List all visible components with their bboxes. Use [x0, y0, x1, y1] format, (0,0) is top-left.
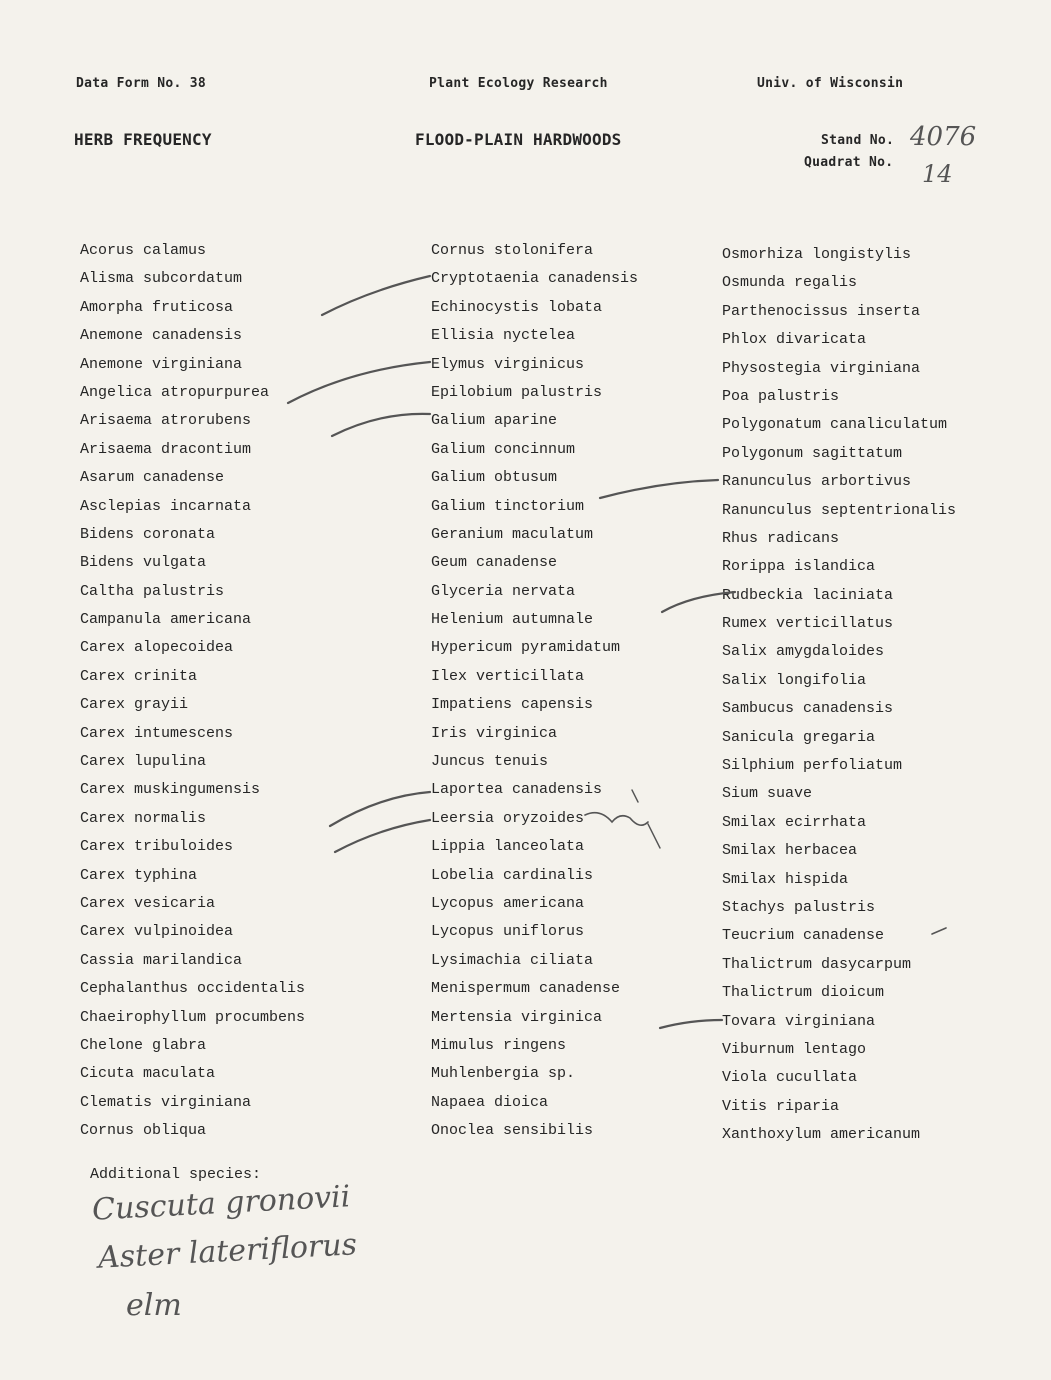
species-item: Carex tribuloides: [80, 838, 234, 856]
form-title: HERB FREQUENCY: [74, 130, 212, 149]
species-item: Lobelia cardinalis: [431, 866, 594, 884]
species-item: Echinocystis lobata: [431, 298, 603, 316]
handwritten-species-1: Cuscuta gronovii: [91, 1179, 352, 1228]
species-item: Viburnum lentago: [722, 1040, 867, 1058]
species-item: Stachys palustris: [722, 898, 876, 916]
quadrat-label: Quadrat No.: [804, 155, 894, 170]
pencil-mark: [332, 414, 430, 436]
species-column-3: [722, 241, 956, 1150]
pencil-mark: [648, 824, 660, 848]
species-item: Ranunculus septentrionalis: [722, 501, 957, 519]
species-item: Anemone virginiana: [80, 355, 243, 373]
species-item: Arisaema dracontium: [80, 440, 252, 458]
species-item: Galium aparine: [431, 412, 558, 430]
species-item: Phlox divaricata: [722, 331, 867, 349]
species-item: Cephalanthus occidentalis: [80, 980, 306, 998]
species-item: Epilobium palustris: [431, 383, 603, 401]
species-item: Cicuta maculata: [80, 1065, 216, 1083]
pencil-mark: [322, 276, 430, 315]
species-item: Juncus tenuis: [431, 753, 549, 771]
additional-species-label: Additional species:: [90, 1166, 262, 1183]
handwritten-species-3: elm: [126, 1288, 182, 1323]
species-item: Caltha palustris: [80, 582, 225, 600]
pencil-mark: [335, 820, 430, 852]
species-item: Rhus radicans: [722, 529, 840, 547]
species-item: Sium suave: [722, 785, 813, 803]
species-item: Angelica atropurpurea: [80, 383, 270, 401]
species-item: Napaea dioica: [431, 1093, 549, 1111]
species-item: Galium concinnum: [431, 440, 576, 458]
species-item: Carex grayii: [80, 696, 189, 714]
species-item: Smilax ecirrhata: [722, 813, 867, 831]
species-item: Mimulus ringens: [431, 1036, 567, 1054]
species-item: Polygonatum canaliculatum: [722, 416, 948, 434]
species-item: Vitis riparia: [722, 1097, 840, 1115]
species-item: Carex muskingumensis: [80, 781, 261, 799]
pencil-mark: [660, 1020, 722, 1028]
species-item: Cryptotaenia canadensis: [431, 270, 639, 288]
species-item: Smilax herbacea: [722, 842, 858, 860]
species-item: Laportea canadensis: [431, 781, 603, 799]
species-item: Osmunda regalis: [722, 274, 858, 292]
species-item: Bidens vulgata: [80, 554, 207, 572]
species-item: Carex intumescens: [80, 724, 234, 742]
species-item: Physostegia virginiana: [722, 359, 921, 377]
community-title: FLOOD-PLAIN HARDWOODS: [415, 130, 622, 149]
species-item: Carex vulpinoidea: [80, 923, 234, 941]
species-item: Cassia marilandica: [80, 951, 243, 969]
species-item: Silphium perfoliatum: [722, 757, 903, 775]
species-item: Carex typhina: [80, 866, 198, 884]
species-item: Lycopus uniflorus: [431, 923, 585, 941]
species-item: Geum canadense: [431, 554, 558, 572]
species-item: Viola cucullata: [722, 1069, 858, 1087]
species-item: Tovara virginiana: [722, 1012, 876, 1030]
species-item: Sambucus canadensis: [722, 700, 894, 718]
stand-label: Stand No.: [821, 133, 895, 148]
species-item: Leersia oryzoides: [431, 809, 585, 827]
species-item: Asarum canadense: [80, 469, 225, 487]
species-item: Xanthoxylum americanum: [722, 1126, 921, 1144]
species-item: Elymus virginicus: [431, 355, 585, 373]
species-item: Thalictrum dioicum: [722, 984, 885, 1002]
species-item: Helenium autumnale: [431, 611, 594, 629]
stand-value: 4076: [910, 122, 977, 152]
species-item: Rorippa islandica: [722, 558, 876, 576]
species-item: Rumex verticillatus: [722, 615, 894, 633]
species-item: Cornus stolonifera: [431, 242, 594, 259]
species-column-1: [80, 237, 305, 1146]
species-item: Impatiens capensis: [431, 696, 594, 714]
species-item: Cornus obliqua: [80, 1122, 207, 1140]
species-item: Glyceria nervata: [431, 582, 576, 600]
species-item: Chelone glabra: [80, 1036, 207, 1054]
species-item: Bidens coronata: [80, 525, 216, 543]
handwritten-species-2: Aster lateriflorus: [97, 1227, 358, 1276]
university-name: Univ. of Wisconsin: [757, 76, 904, 91]
research-title: Plant Ecology Research: [429, 76, 608, 91]
species-item: Carex crinita: [80, 667, 198, 685]
species-item: Asclepias incarnata: [80, 497, 252, 515]
species-item: Poa palustris: [722, 387, 840, 405]
species-item: Sanicula gregaria: [722, 728, 876, 746]
species-column-2: [431, 237, 638, 1146]
species-item: Iris virginica: [431, 724, 558, 742]
species-item: Lippia lanceolata: [431, 838, 585, 856]
species-item: Salix longifolia: [722, 671, 867, 689]
species-item: Carex vesicaria: [80, 894, 216, 912]
species-item: Parthenocissus inserta: [722, 302, 921, 320]
species-item: Thalictrum dasycarpum: [722, 955, 912, 973]
species-item: Alisma subcordatum: [80, 270, 243, 288]
species-item: Salix amygdaloides: [722, 643, 885, 661]
species-item: Rudbeckia laciniata: [722, 586, 894, 604]
species-item: Carex lupulina: [80, 753, 207, 771]
species-item: Ilex verticillata: [431, 667, 585, 685]
species-item: Amorpha fruticosa: [80, 298, 234, 316]
species-item: Campanula americana: [80, 611, 252, 629]
quadrat-value: 14: [922, 160, 953, 188]
species-item: Acorus calamus: [80, 242, 207, 259]
species-item: Smilax hispida: [722, 870, 849, 888]
species-item: Onoclea sensibilis: [431, 1122, 594, 1140]
species-item: Chaeirophyllum procumbens: [80, 1008, 306, 1026]
species-item: Osmorhiza longistylis: [722, 246, 912, 263]
species-item: Galium tinctorium: [431, 497, 585, 515]
species-item: Arisaema atrorubens: [80, 412, 252, 430]
species-item: Menispermum canadense: [431, 980, 621, 998]
species-item: Ranunculus arbortivus: [722, 473, 912, 491]
species-item: Polygonum sagittatum: [722, 444, 903, 462]
species-item: Galium obtusum: [431, 469, 558, 487]
species-item: Carex normalis: [80, 809, 207, 827]
species-item: Muhlenbergia sp.: [431, 1065, 576, 1083]
species-item: Geranium maculatum: [431, 525, 594, 543]
species-item: Anemone canadensis: [80, 327, 243, 345]
species-item: Clematis virginiana: [80, 1093, 252, 1111]
species-item: Mertensia virginica: [431, 1008, 603, 1026]
species-item: Ellisia nyctelea: [431, 327, 576, 345]
species-item: Carex alopecoidea: [80, 639, 234, 657]
pencil-mark: [330, 792, 430, 826]
species-item: Teucrium canadense: [722, 927, 885, 945]
species-item: Hypericum pyramidatum: [431, 639, 621, 657]
pencil-mark: [288, 362, 430, 403]
species-item: Lycopus americana: [431, 894, 585, 912]
form-number: Data Form No. 38: [76, 76, 207, 91]
species-item: Lysimachia ciliata: [431, 951, 594, 969]
